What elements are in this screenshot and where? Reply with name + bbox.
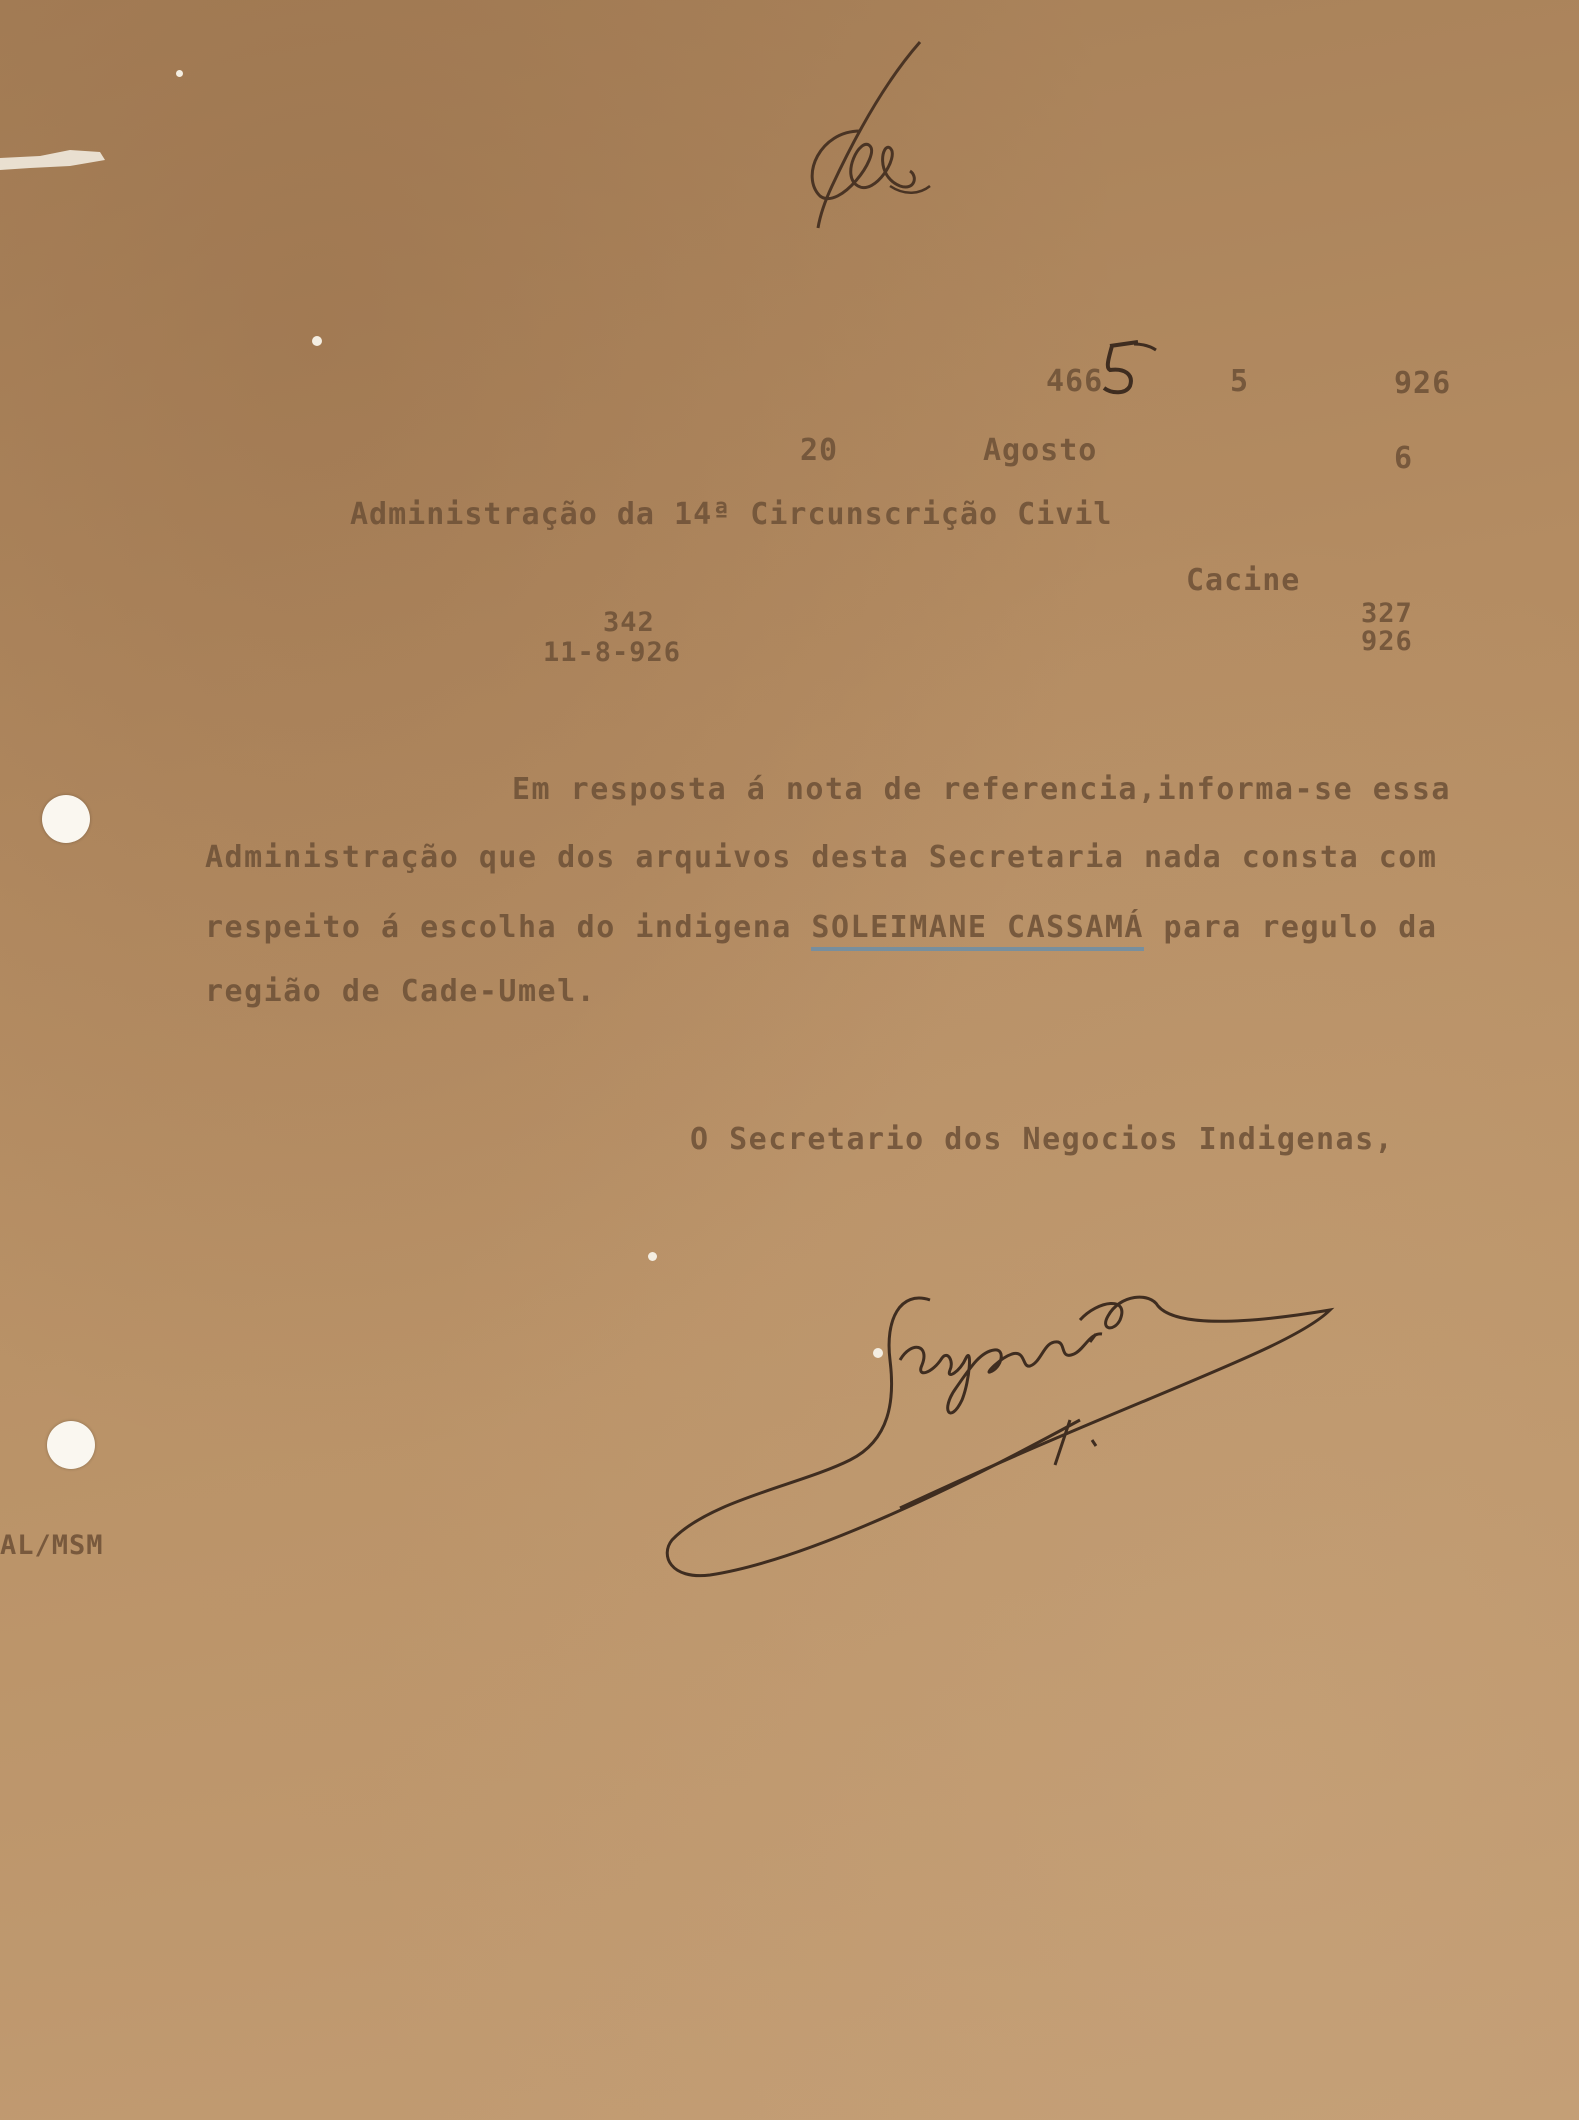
their-ref-date: 11-8-926: [543, 637, 682, 668]
body-line-4: região de Cade-Umel.: [205, 974, 597, 1009]
section-number: 6: [1394, 441, 1414, 476]
addressee: Administração da 14ª Circunscrição Civil: [350, 497, 1113, 532]
indigena-name: SOLEIMANE CASSAMÁ: [811, 910, 1144, 951]
body-line-1: Em resposta á nota de referencia,informa-se essa: [512, 772, 1451, 807]
date-day: 20: [800, 433, 839, 468]
handwritten-signature: [650, 1250, 1350, 1590]
punch-hole-bottom: [47, 1421, 95, 1469]
body-line-3-start: respeito á escolha do indigena: [205, 910, 812, 945]
our-ref-bottom: 926: [1361, 626, 1413, 657]
ref-number: 466: [1046, 364, 1104, 399]
body-line-3-end: para regulo da: [1143, 910, 1438, 945]
punch-hole-top: [42, 795, 90, 843]
body-line-3: [205, 910, 1437, 945]
their-ref-number: 342: [603, 607, 655, 638]
paper-speck: [176, 70, 183, 77]
torn-edge: [0, 140, 110, 180]
signatory-title: O Secretario dos Negocios Indigenas,: [690, 1122, 1395, 1157]
handwritten-initials: [740, 36, 940, 236]
handwritten-ref-correction: [1090, 338, 1160, 398]
body-line-2: Administração que dos arquivos desta Secretaria nada consta com: [205, 840, 1438, 875]
our-ref-top: 327: [1361, 598, 1413, 629]
ref-month: 5: [1230, 364, 1250, 399]
paper-speck: [312, 336, 322, 346]
typist-initials: AL/MSM: [0, 1530, 104, 1561]
date-month: Agosto: [983, 433, 1098, 468]
place: Cacine: [1186, 563, 1301, 598]
ref-year: 926: [1394, 366, 1452, 401]
